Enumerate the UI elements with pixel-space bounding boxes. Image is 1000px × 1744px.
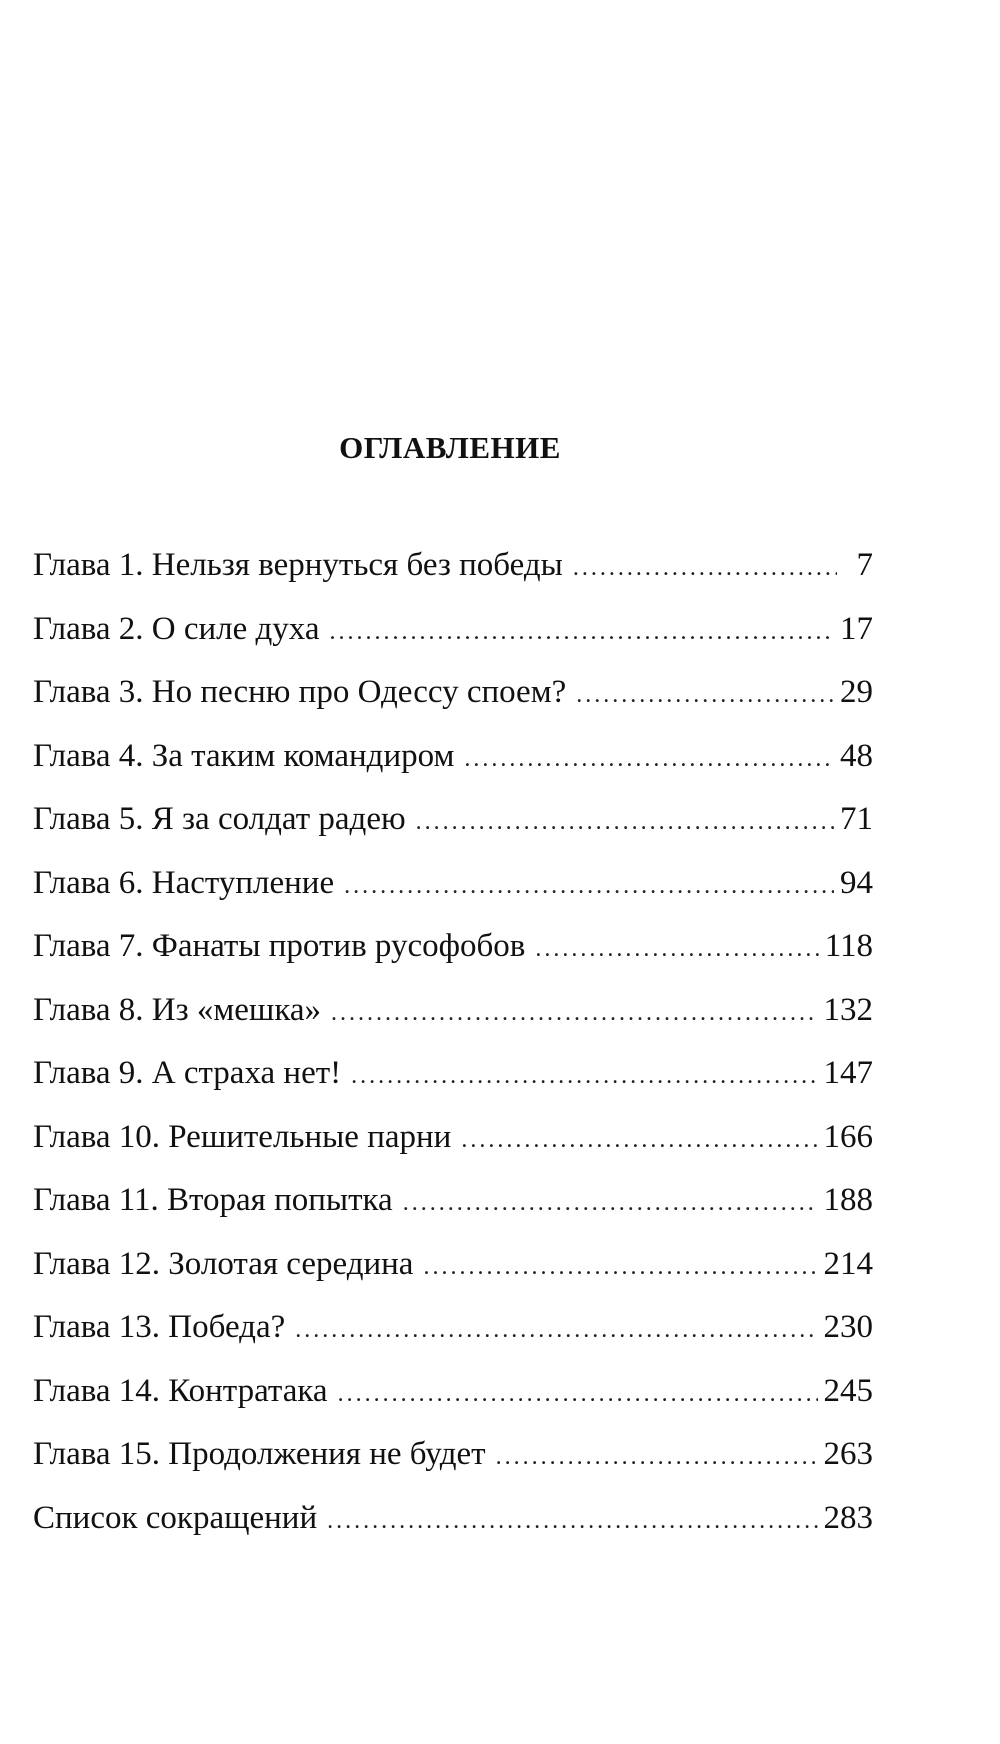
toc-entry-page: 71 [840, 801, 873, 837]
toc-entry-label: Глава 2. О силе духа [33, 610, 320, 647]
toc-entry-page: 118 [824, 928, 873, 964]
dot-leader [464, 739, 834, 779]
toc-entry-label: Глава 14. Контратака [33, 1372, 328, 1409]
toc-entry [33, 799, 873, 863]
dot-leader [403, 1183, 818, 1223]
toc-entry-label: Глава 10. Решительные парни [33, 1118, 452, 1155]
toc-entry-page: 48 [840, 737, 873, 774]
toc-entry [33, 1371, 873, 1435]
table-of-contents [33, 545, 873, 1561]
dot-leader [573, 548, 837, 588]
toc-entry [33, 1307, 873, 1371]
dot-leader [295, 1310, 817, 1350]
toc-entry-label: Глава 6. Наступление [33, 864, 335, 901]
dot-leader [344, 866, 834, 906]
toc-entry [33, 1434, 873, 1498]
toc-entry [33, 545, 873, 609]
toc-entry-page: 94 [840, 864, 873, 901]
dot-leader [535, 929, 818, 969]
toc-entry-page: 188 [823, 1182, 873, 1218]
toc-entry-page: 263 [823, 1436, 873, 1472]
toc-entry-page: 245 [823, 1372, 873, 1409]
toc-entry-page: 29 [840, 674, 873, 710]
toc-entry-page: 230 [823, 1309, 873, 1345]
dot-leader [351, 1056, 817, 1096]
dot-leader [576, 675, 834, 715]
toc-entry [33, 1180, 873, 1244]
toc-entry [33, 672, 873, 736]
toc-entry [33, 1117, 873, 1181]
dot-leader [496, 1437, 818, 1477]
toc-entry-page: 214 [823, 1245, 873, 1282]
toc-entry-label: Глава 8. Из «мешка» [33, 991, 321, 1028]
toc-entry [33, 736, 873, 800]
dot-leader [416, 802, 834, 842]
dot-leader [327, 1501, 817, 1541]
toc-entry-page: 17 [840, 610, 873, 647]
toc-entry-page: 147 [823, 1055, 873, 1091]
toc-entry-label: Глава 4. За таким командиром [33, 737, 455, 774]
toc-entry-page: 283 [823, 1499, 873, 1536]
toc-entry-label: Глава 15. Продолжения не будет [33, 1436, 486, 1472]
toc-entry [33, 1053, 873, 1117]
toc-entry-label: Глава 9. А страха нет! [33, 1055, 342, 1091]
toc-entry [33, 926, 873, 990]
toc-entry-label: Глава 3. Но песню про Одессу споем? [33, 674, 567, 710]
toc-entry-page: 166 [823, 1118, 873, 1155]
toc-entry-label: Глава 1. Нельзя вернуться без победы [33, 547, 563, 583]
toc-entry-label: Глава 11. Вторая попытка [33, 1182, 393, 1218]
toc-entry [33, 1244, 873, 1308]
dot-leader [330, 612, 834, 652]
toc-entry-label: Глава 13. Победа? [33, 1309, 286, 1345]
toc-entry-page: 132 [823, 991, 873, 1028]
toc-entry-page: 7 [856, 547, 873, 583]
dot-leader [331, 993, 818, 1033]
dot-leader [338, 1374, 818, 1414]
toc-entry-label: Глава 7. Фанаты против русофобов [33, 928, 526, 964]
dot-leader [461, 1120, 817, 1160]
toc-entry [33, 863, 873, 927]
toc-entry [33, 990, 873, 1054]
toc-entry-label: Глава 5. Я за солдат радею [33, 801, 406, 837]
dot-leader [423, 1247, 817, 1287]
toc-entry [33, 609, 873, 673]
toc-entry [33, 1498, 873, 1562]
toc-entry-label: Список сокращений [33, 1499, 318, 1536]
toc-entry-label: Глава 12. Золотая середина [33, 1245, 414, 1282]
page-title: ОГЛАВЛЕНИЕ [339, 430, 561, 465]
